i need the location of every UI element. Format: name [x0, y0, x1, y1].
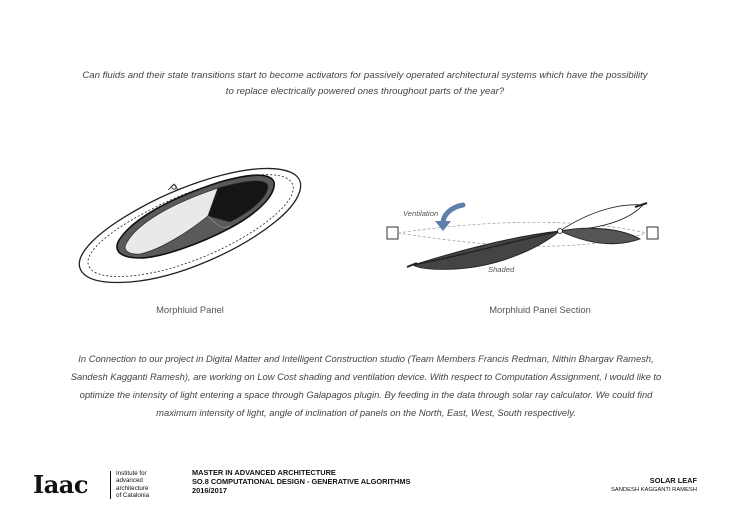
- research-question: Can fluids and their state transitions start to become activators for passively operated architectural systems which have the possibility to replace electrically powered ones throughout parts of the year?: [82, 70, 648, 97]
- section-caption: Morphluid Panel Section: [489, 304, 591, 315]
- ventilation-label: Ventilation: [403, 209, 439, 218]
- program-name: MASTER IN ADVANCED ARCHITECTURE: [192, 468, 336, 477]
- panel-caption: Morphluid Panel: [156, 304, 224, 315]
- project-author: SANDESH KAGGANTI RAMESH: [610, 487, 697, 493]
- course-info: [192, 469, 410, 495]
- iaac-logo: Iaac: [33, 470, 88, 499]
- logo-divider: [110, 471, 111, 499]
- institute-name: Institute for advanced architecture of Catalonia: [116, 470, 150, 500]
- footer: [0, 462, 730, 516]
- course-name: SO.8 COMPUTATIONAL DESIGN - GENERATIVE ALGORITHMS: [192, 476, 411, 486]
- shaded-label: Shaded: [488, 265, 515, 274]
- academic-year: 2016/2017: [192, 485, 227, 495]
- morphluid-panel-drawing: [70, 160, 310, 300]
- project-title: SOLAR LEAF: [649, 476, 697, 485]
- project-description: In Connection to our project in Digital Matter and Intelligent Construction studio (Team Members Francis Redman, Nithin Bhargav Ramesh, Sandesh Kagganti Ramesh), are working on Low Cost shading and ventilation device. With respect to Computation Assignment, I would like to optimize the intensity of light entering a space through Galapagos plugin. By feeding in the data through solar ray calculator. We could find maximum intensity of light, angle of inclination of panels on the North, East, West, South respectively.: [70, 353, 662, 418]
